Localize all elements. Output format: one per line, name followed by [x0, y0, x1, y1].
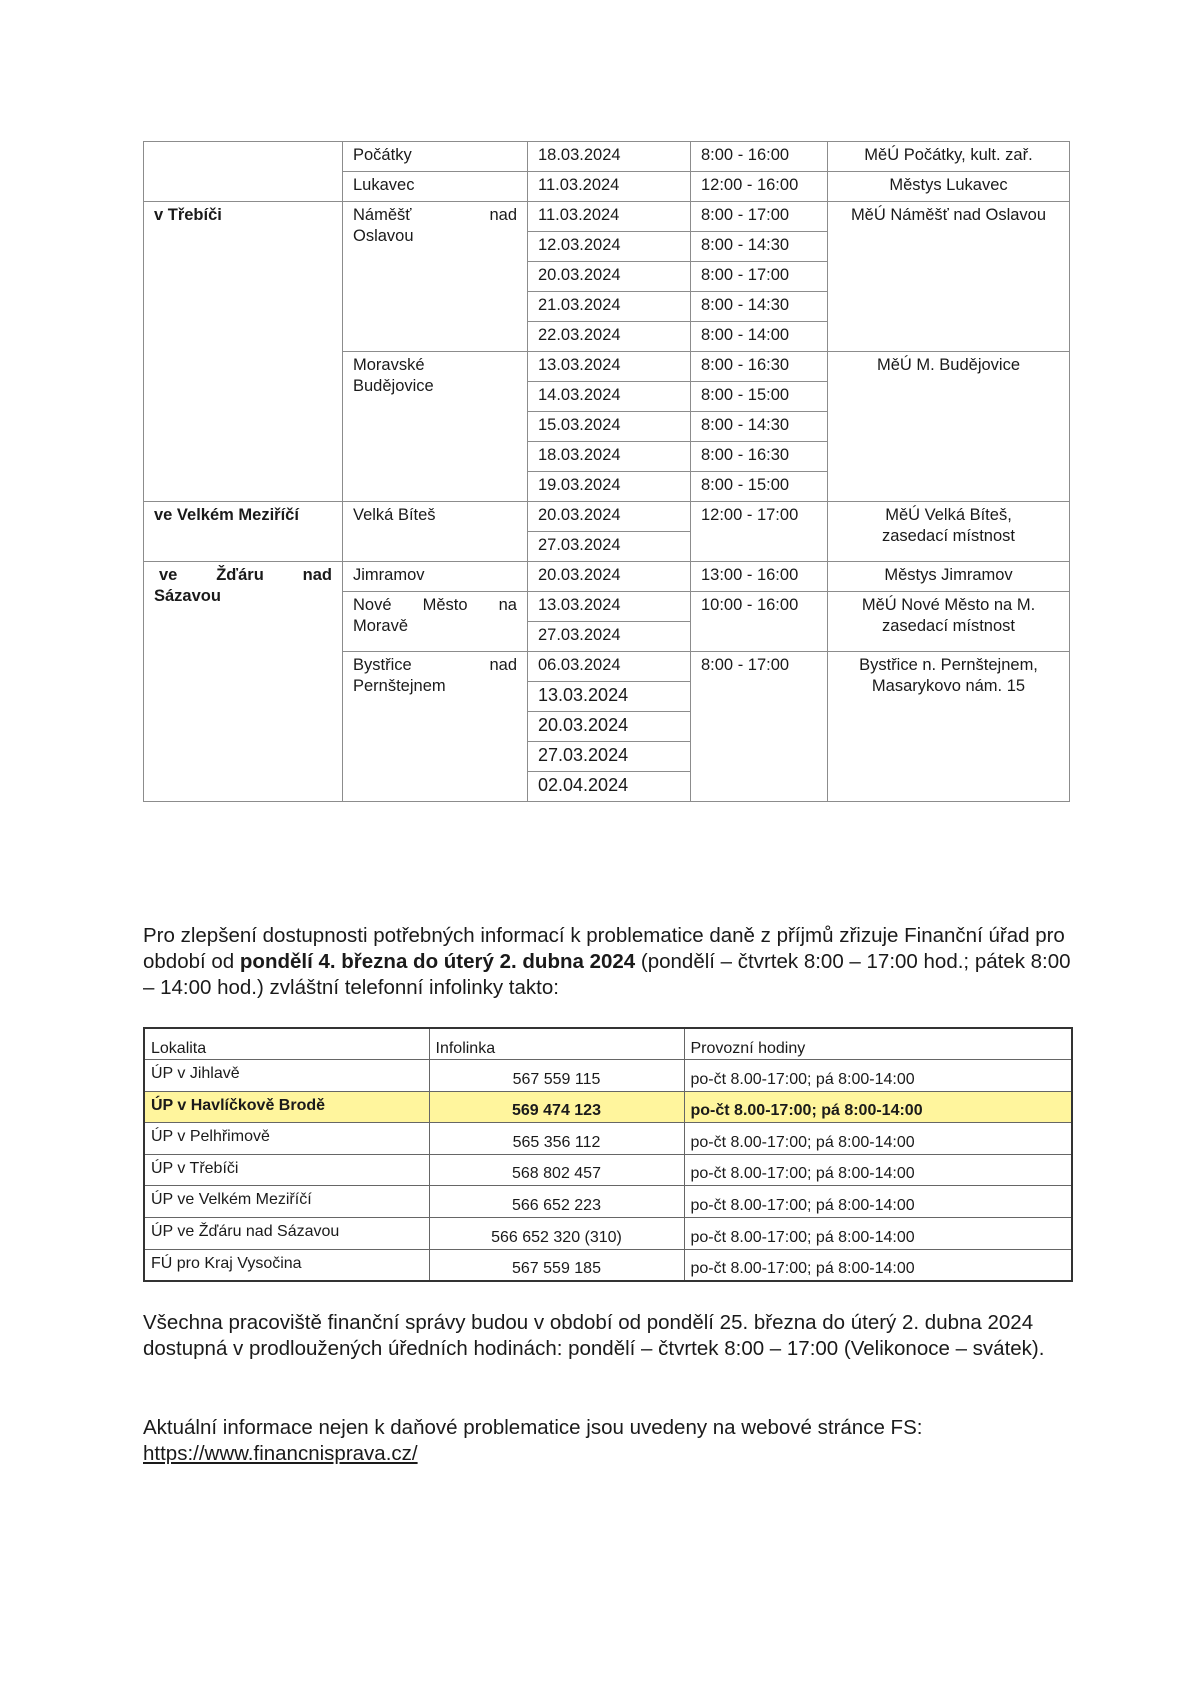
venue-cell: Městys Lukavec [828, 172, 1070, 202]
place-cell: Počátky [343, 142, 528, 172]
region-word: nad [302, 566, 332, 584]
time-cell: 13:00 - 16:00 [691, 562, 828, 592]
date-cell: 13.03.2024 [528, 352, 691, 382]
website-text: Aktuální informace nejen k daňové problematice jsou uvedeny na webové stránce FS: [143, 1416, 923, 1439]
date-cell: 02.04.2024 [528, 772, 691, 802]
intro-text-hours: (pondělí – čtvrtek 8:00 – 17:00 hod.; pátek 8:00 – 14:00 hod.) zvláštní telefonní infolinky takto: [143, 950, 1071, 999]
place-cell: Lukavec [343, 172, 528, 202]
phone-cell: 569 474 123 [429, 1091, 684, 1123]
date-cell: 20.03.2024 [528, 502, 691, 532]
date-cell: 20.03.2024 [528, 712, 691, 742]
date-cell: 06.03.2024 [528, 652, 691, 682]
date-cell: 18.03.2024 [528, 142, 691, 172]
hours-cell: po-čt 8.00-17:00; pá 8:00-14:00 [684, 1249, 1072, 1281]
intro-period-bold: pondělí 4. března do úterý 2. dubna 2024 [239, 950, 636, 973]
place-word: Pernštejnem [353, 677, 446, 695]
place-cell [343, 202, 528, 352]
infoline-intro-paragraph [143, 923, 1071, 1001]
time-cell: 8:00 - 16:30 [691, 442, 828, 472]
place-word: nad [489, 656, 517, 674]
table-row [144, 1218, 1072, 1250]
time-cell: 8:00 - 16:30 [691, 352, 828, 382]
place-word: Oslavou [353, 227, 414, 245]
column-header: Infolinka [429, 1028, 684, 1060]
phone-cell: 567 559 185 [429, 1249, 684, 1281]
place-cell [343, 592, 528, 652]
date-cell: 18.03.2024 [528, 442, 691, 472]
date-cell: 21.03.2024 [528, 292, 691, 322]
date-cell: 22.03.2024 [528, 322, 691, 352]
hours-cell: po-čt 8.00-17:00; pá 8:00-14:00 [684, 1154, 1072, 1186]
venue-line: zasedací místnost [882, 617, 1015, 635]
place-word: na [498, 596, 517, 614]
time-cell: 12:00 - 17:00 [691, 502, 828, 562]
place-cell [343, 352, 528, 502]
table-row-highlighted [144, 1091, 1072, 1123]
table-row [144, 1154, 1072, 1186]
phone-cell: 567 559 115 [429, 1060, 684, 1092]
time-cell: 8:00 - 17:00 [691, 652, 828, 802]
place-cell: Velká Bíteš [343, 502, 528, 562]
hours-cell: po-čt 8.00-17:00; pá 8:00-14:00 [684, 1060, 1072, 1092]
time-cell: 8:00 - 17:00 [691, 202, 828, 232]
venue-line: Masarykovo nám. 15 [871, 677, 1026, 695]
place-word: Nové [353, 596, 392, 614]
intro-text: Pro zlepšení dostupnosti potřebných informací k problematice daně z příjmů zřizuje Finanční úřad pro období od [143, 924, 1065, 973]
region-cell: v Třebíči [144, 202, 343, 502]
time-cell: 8:00 - 14:30 [691, 292, 828, 322]
region-word: Žďáru [216, 566, 264, 584]
date-cell: 27.03.2024 [528, 622, 691, 652]
phone-cell: 568 802 457 [429, 1154, 684, 1186]
table-row [144, 1186, 1072, 1218]
date-cell: 19.03.2024 [528, 472, 691, 502]
date-cell: 14.03.2024 [528, 382, 691, 412]
column-header: Lokalita [144, 1028, 429, 1060]
time-cell: 8:00 - 15:00 [691, 472, 828, 502]
table-row [144, 1123, 1072, 1155]
date-cell: 15.03.2024 [528, 412, 691, 442]
table-row [144, 142, 1070, 172]
hours-cell: po-čt 8.00-17:00; pá 8:00-14:00 [684, 1218, 1072, 1250]
date-cell: 27.03.2024 [528, 532, 691, 562]
place-word: Město [422, 596, 468, 614]
region-cell: ve Velkém Meziříčí [144, 502, 343, 562]
venue-cell: MěÚ Počátky, kult. zař. [828, 142, 1070, 172]
place-word: Moravě [353, 617, 409, 635]
time-cell: 10:00 - 16:00 [691, 592, 828, 652]
infoline-table [143, 1027, 1073, 1282]
date-cell: 27.03.2024 [528, 742, 691, 772]
venue-line: MěÚ Velká Bíteš, [885, 506, 1012, 524]
location-cell: ÚP v Havlíčkově Brodě [144, 1091, 429, 1123]
venue-line: MěÚ Nové Město na M. [861, 596, 1036, 614]
place-cell: Jimramov [343, 562, 528, 592]
time-cell: 8:00 - 14:00 [691, 322, 828, 352]
region-cell [144, 142, 343, 202]
region-cell [144, 562, 343, 802]
table-row [144, 1060, 1072, 1092]
date-cell: 12.03.2024 [528, 232, 691, 262]
date-cell: 11.03.2024 [528, 172, 691, 202]
hours-cell: po-čt 8.00-17:00; pá 8:00-14:00 [684, 1123, 1072, 1155]
date-cell: 13.03.2024 [528, 682, 691, 712]
place-word: Moravské [353, 356, 425, 374]
table-row [144, 1249, 1072, 1281]
date-cell: 13.03.2024 [528, 592, 691, 622]
place-word: Budějovice [353, 377, 434, 395]
location-cell: ÚP ve Žďáru nad Sázavou [144, 1218, 429, 1250]
date-cell: 11.03.2024 [528, 202, 691, 232]
venue-line: zasedací místnost [882, 527, 1015, 545]
location-cell: ÚP v Pelhřimově [144, 1123, 429, 1155]
extended-hours-paragraph: Všechna pracoviště finanční správy budou v období od pondělí 25. března do úterý 2. dubna 2024 dostupná v prodloužených úředních hodinách: pondělí – čtvrtek 8:00 – 17:00 (Velikonoce – svátek). [143, 1311, 1045, 1360]
hours-cell: po-čt 8.00-17:00; pá 8:00-14:00 [684, 1186, 1072, 1218]
venue-cell: MěÚ M. Budějovice [828, 352, 1070, 502]
table-header-row [144, 1028, 1072, 1060]
location-cell: ÚP v Třebíči [144, 1154, 429, 1186]
phone-cell: 565 356 112 [429, 1123, 684, 1155]
date-cell: 20.03.2024 [528, 262, 691, 292]
hours-cell: po-čt 8.00-17:00; pá 8:00-14:00 [684, 1091, 1072, 1123]
time-cell: 8:00 - 17:00 [691, 262, 828, 292]
venue-line: Bystřice n. Pernštejnem, [859, 656, 1038, 674]
location-cell: ÚP ve Velkém Meziříčí [144, 1186, 429, 1218]
location-cell: FÚ pro Kraj Vysočina [144, 1249, 429, 1281]
schedule-table [143, 141, 1070, 802]
venue-cell: MěÚ Náměšť nad Oslavou [828, 202, 1070, 352]
region-word: Sázavou [154, 587, 221, 605]
table-row [144, 562, 1070, 592]
place-word: nad [489, 206, 517, 224]
table-row [144, 202, 1070, 232]
phone-cell: 566 652 223 [429, 1186, 684, 1218]
time-cell: 8:00 - 15:00 [691, 382, 828, 412]
venue-cell [828, 592, 1070, 652]
venue-cell: Městys Jimramov [828, 562, 1070, 592]
time-cell: 8:00 - 14:30 [691, 232, 828, 262]
region-word: ve [159, 566, 178, 584]
place-cell [343, 652, 528, 802]
table-row [144, 502, 1070, 532]
time-cell: 8:00 - 16:00 [691, 142, 828, 172]
date-cell: 20.03.2024 [528, 562, 691, 592]
venue-cell [828, 652, 1070, 802]
place-word: Bystřice [353, 656, 412, 674]
location-cell: ÚP v Jihlavě [144, 1060, 429, 1092]
venue-cell [828, 502, 1070, 562]
column-header: Provozní hodiny [684, 1028, 1072, 1060]
website-paragraph [143, 1415, 1071, 1467]
phone-cell: 566 652 320 (310) [429, 1218, 684, 1250]
place-word: Náměšť [353, 206, 412, 224]
website-link[interactable]: https://www.financnisprava.cz/ [143, 1442, 418, 1465]
time-cell: 12:00 - 16:00 [691, 172, 828, 202]
time-cell: 8:00 - 14:30 [691, 412, 828, 442]
